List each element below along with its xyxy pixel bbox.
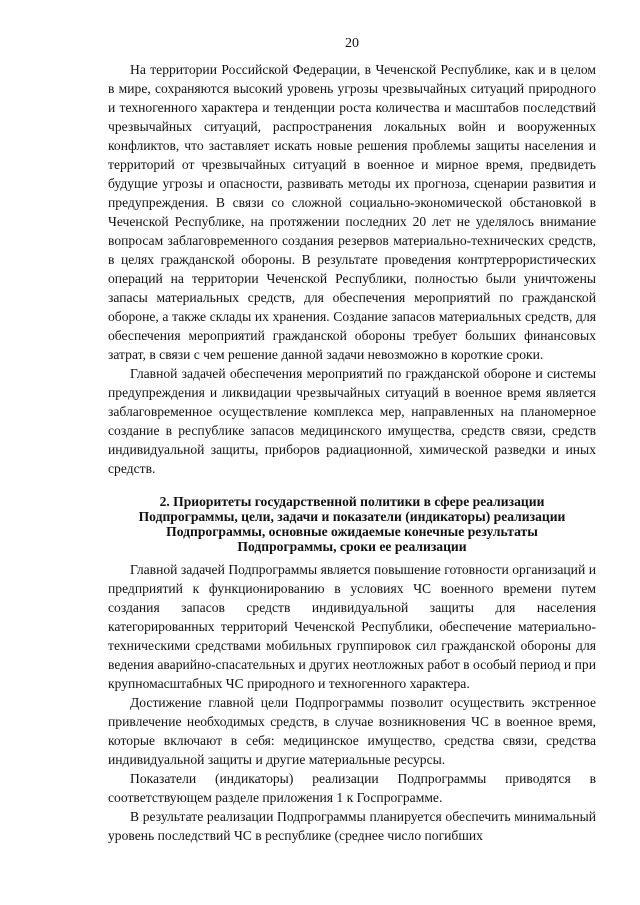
paragraph-section-2: Достижение главной цели Подпрограммы позволит осуществить экстренное привлечение необходимых средств, в случае возникновения ЧС в военное время, которые включают в себя: медицинское имущество, средства связи, средства индивидуальной защиты и другие материальные ресурсы. [108,695,596,767]
paragraph-section-3: Показатели (индикаторы) реализации Подпрограммы приводятся в соответствующем разделе приложения 1 к Госпрограмме. [108,771,596,805]
section-heading [108,494,596,554]
section-heading-line: Подпрограммы, цели, задачи и показатели (индикаторы) реализации [138,509,566,524]
section-heading-line: 2. Приоритеты государственной политики в сфере реализации [159,494,545,509]
paragraph-intro-1: На территории Российской Федерации, в Чеченской Республике, как и в целом в мире, сохраняются высокий уровень угрозы чрезвычайных ситуаций природного и техногенного характера и тенденции роста количества и масштабов последствий чрезвычайных ситуаций, распространения локальных войн и вооруженных конфликтов, что заставляет искать новые решения проблемы защиты населения и территорий от чрезвычайных ситуаций в военное и мирное время, предвидеть будущие угрозы и опасности, развивать методы их прогноза, сценарии развития и предупреждения. В связи со сложной социально-экономической обстановкой в Чеченской Республике, на протяжении последних 20 лет не уделялось внимание вопросам заблаговременного создания резервов материально-технических средств, в целях гражданской обороны. В результате проведения контртеррористических операций на территории Чеченской Республики, полностью были уничтожены запасы материальных средств, для обеспечения мероприятий по гражданской обороне, а также склады их хранения. Создание запасов материальных средств, для обеспечения мероприятий гражданской обороны требует больших финансовых затрат, в связи с чем решение данной задачи невозможно в короткие сроки. [108,62,596,362]
paragraph-intro-2: Главной задачей обеспечения мероприятий по гражданской обороне и системы предупреждения и ликвидации чрезвычайных ситуаций в военное время является заблаговременное осуществление комплекса мер, направленных на планомерное создание в республике запасов медицинского имущества, средств связи, средств индивидуальной защиты, приборов радиационной, химической разведки и иных средств. [108,366,596,476]
section-heading-line: Подпрограммы, сроки ее реализации [237,539,467,554]
section-heading-line: Подпрограммы, основные ожидаемые конечные результаты [166,524,538,539]
paragraph-section-1: Главной задачей Подпрограммы является повышение готовности организаций и предприятий к функционированию в условиях ЧС военного времени путем создания запасов средств индивидуальной защиты для населения категорированных территорий Чеченской Республики, обеспечение материально-техническими средствами мобильных группировок сил гражданской обороны для ведения аварийно-спасательных и других неотложных работ в особый период и при крупномасштабных ЧС природного и техногенного характера. [108,562,596,691]
page-number: 20 [345,36,359,51]
paragraph-section-4: В результате реализации Подпрограммы планируется обеспечить минимальный уровень последствий ЧС в республике (среднее число погибших [108,809,596,843]
